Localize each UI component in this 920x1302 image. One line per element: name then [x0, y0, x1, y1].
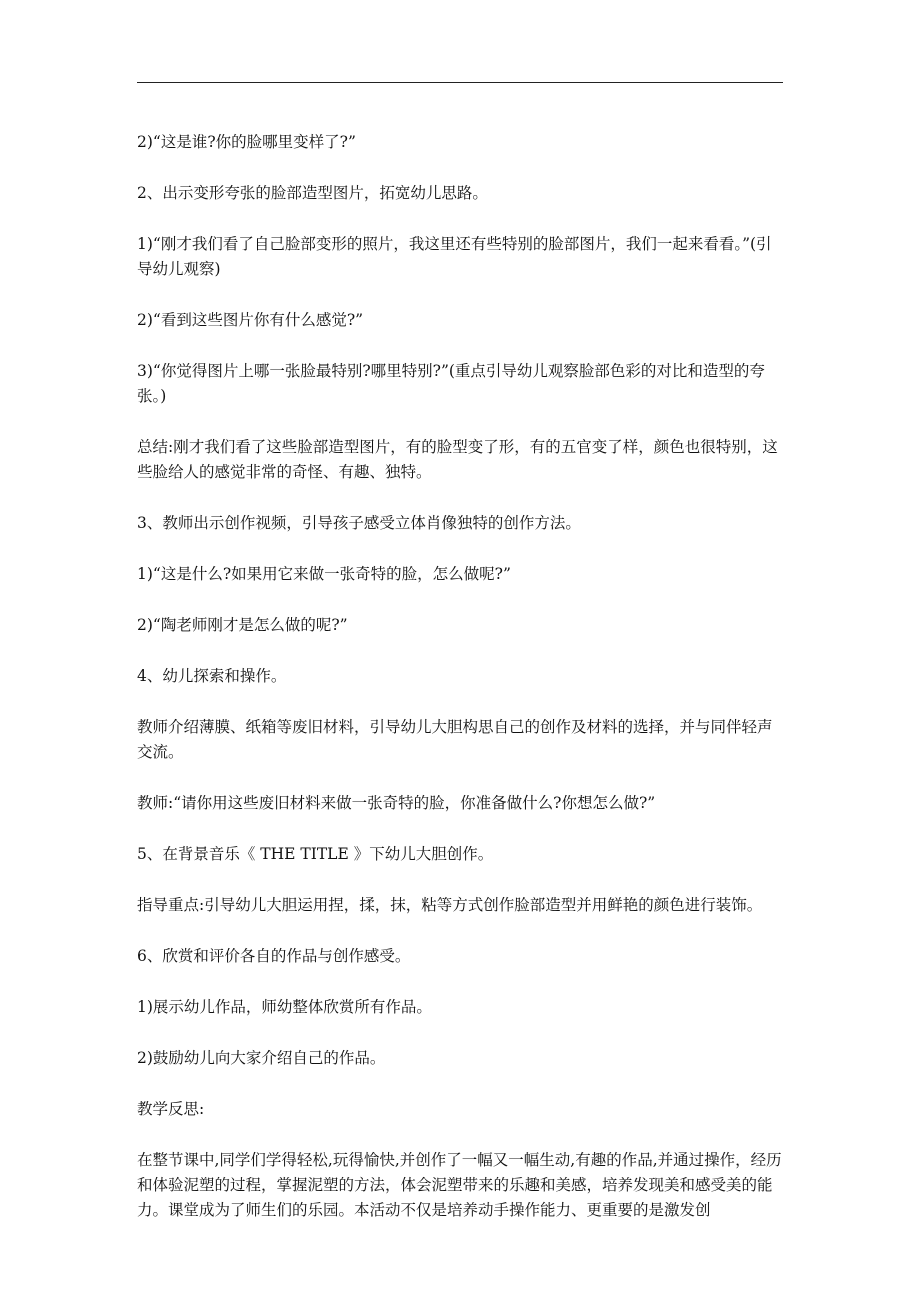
paragraph-16: 1)展示幼儿作品，师幼整体欣赏所有作品。	[137, 998, 432, 1016]
paragraph-18: 教学反思:	[137, 1100, 205, 1118]
paragraph-9: 2)“陶老师刚才是怎么做的呢?”	[137, 616, 348, 634]
paragraph-4: 2)“看到这些图片你有什么感觉?”	[137, 311, 364, 329]
paragraph-6: 总结:刚才我们看了这些脸部造型图片，有的脸型变了形，有的五官变了样，颜色也很特别，这些脸给人的感觉非常的奇怪、有趣、独特。	[137, 438, 778, 481]
paragraph-3: 1)“刚才我们看了自己脸部变形的照片，我这里还有些特别的脸部图片，我们一起来看看。”(引导幼儿观察)	[137, 235, 772, 278]
paragraph-14: 指导重点:引导幼儿大胆运用捏，揉，抹，粘等方式创作脸部造型并用鲜艳的颜色进行装饰。	[137, 896, 763, 914]
paragraph-1: 2)“这是谁?你的脸哪里变样了?”	[137, 133, 356, 151]
header-rule	[137, 82, 783, 83]
paragraph-17: 2)鼓励幼儿向大家介绍自己的作品。	[137, 1049, 386, 1067]
paragraph-12: 教师:“请你用这些废旧材料来做一张奇特的脸，你准备做什么?你想怎么做?”	[137, 794, 656, 812]
paragraph-13: 5、在背景音乐《 THE TITLE 》下幼儿大胆创作。	[137, 845, 494, 863]
paragraph-7: 3、教师出示创作视频，引导孩子感受立体肖像独特的创作方法。	[137, 514, 581, 532]
paragraph-11: 教师介绍薄膜、纸箱等废旧材料，引导幼儿大胆构思自己的创作及材料的选择，并与同伴轻声交流。	[137, 718, 773, 761]
paragraph-5: 3)“你觉得图片上哪一张脸最特别?哪里特别?”(重点引导幼儿观察脸部色彩的对比和造型的夸张。)	[137, 362, 765, 405]
paragraph-2: 2、出示变形夸张的脸部造型图片，拓宽幼儿思路。	[137, 184, 488, 202]
paragraph-19: 在整节课中,同学们学得轻松,玩得愉快,并创作了一幅又一幅生动,有趣的作品,并通过操作，经历和体验泥塑的过程，掌握泥塑的方法，体会泥塑带来的乐趣和美感，培养发现美和感受美的能力。课堂成为了师生们的乐园。本活动不仅是培养动手操作能力、更重要的是激发创	[137, 1151, 782, 1219]
paragraph-10: 4、幼儿探索和操作。	[137, 667, 287, 685]
paragraph-15: 6、欣赏和评价各自的作品与创作感受。	[137, 947, 411, 965]
paragraph-8: 1)“这是什么?如果用它来做一张奇特的脸，怎么做呢?”	[137, 565, 511, 583]
document-body	[137, 130, 787, 1249]
